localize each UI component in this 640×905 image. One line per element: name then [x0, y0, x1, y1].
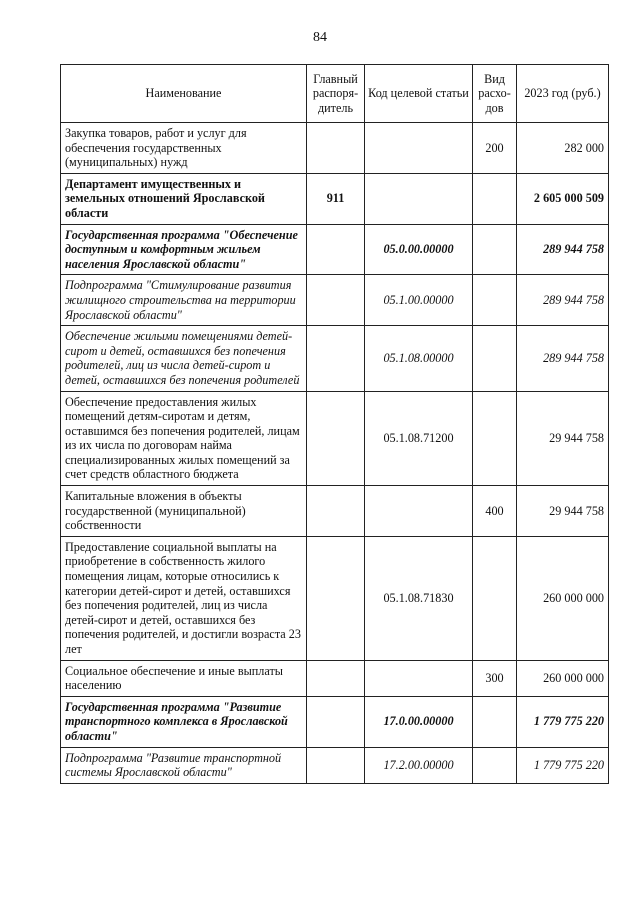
cell-sum: 1 779 775 220: [517, 747, 609, 783]
cell-name: Обеспечение жилыми помещениями детей-сирот и детей, оставшихся без попечения родителей, лиц из числа детей-сирот и детей, оставшихся без попечения родителей: [61, 326, 307, 391]
cell-code: [365, 660, 473, 696]
cell-vr: [473, 696, 517, 747]
cell-grbs: [307, 696, 365, 747]
budget-table: [60, 64, 609, 784]
cell-name: Предоставление социальной выплаты на приобретение в собственность жилого помещения лицам, которые относились к категории детей-сирот и детей, оставшихся без попечения родителей, лиц из числа детей-сирот и детей, оставшихся без попечения родителей, и достигли возраста 23 лет: [61, 536, 307, 660]
cell-code: [365, 173, 473, 224]
cell-code: 05.1.08.71830: [365, 536, 473, 660]
cell-name: Государственная программа "Развитие транспортного комплекса в Ярославской области": [61, 696, 307, 747]
page-number: 84: [313, 30, 327, 45]
cell-sum: 282 000: [517, 123, 609, 174]
cell-sum: 289 944 758: [517, 275, 609, 326]
cell-code: 05.0.00.00000: [365, 224, 473, 275]
cell-sum: 29 944 758: [517, 486, 609, 537]
cell-vr: 200: [473, 123, 517, 174]
table-header-row: [61, 65, 609, 123]
table-row: [61, 486, 609, 537]
cell-grbs: [307, 660, 365, 696]
cell-code: [365, 123, 473, 174]
cell-name: Государственная программа "Обеспечение доступным и комфортным жильем населения Ярославской области": [61, 224, 307, 275]
cell-name: Закупка товаров, работ и услуг для обеспечения государственных (муниципальных) нужд: [61, 123, 307, 174]
table-row: [61, 224, 609, 275]
cell-vr: 400: [473, 486, 517, 537]
cell-code: 05.1.00.00000: [365, 275, 473, 326]
cell-name: Подпрограмма "Стимулирование развития жилищного строительства на территории Ярославской области": [61, 275, 307, 326]
cell-name: Обеспечение предоставления жилых помещений детям-сиротам и детям, оставшимся без попечения родителей, лицам из их числа по договорам найма специализированных жилых помещений за счет средств областного бюджета: [61, 391, 307, 486]
cell-grbs: [307, 536, 365, 660]
cell-grbs: [307, 486, 365, 537]
header-grbs: Главный распоря-дитель: [307, 65, 365, 123]
cell-name: Капитальные вложения в объекты государственной (муниципальной) собственности: [61, 486, 307, 537]
cell-grbs: [307, 224, 365, 275]
cell-grbs: [307, 747, 365, 783]
cell-code: 17.2.00.00000: [365, 747, 473, 783]
table-row: [61, 536, 609, 660]
header-name: Наименование: [61, 65, 307, 123]
cell-vr: [473, 326, 517, 391]
cell-code: [365, 486, 473, 537]
table-row: [61, 326, 609, 391]
cell-sum: 260 000 000: [517, 536, 609, 660]
cell-vr: [473, 391, 517, 486]
table-row: [61, 747, 609, 783]
cell-vr: [473, 173, 517, 224]
table-row: [61, 275, 609, 326]
cell-code: 17.0.00.00000: [365, 696, 473, 747]
table-row: [61, 391, 609, 486]
cell-grbs: 911: [307, 173, 365, 224]
cell-vr: [473, 275, 517, 326]
table-row: [61, 123, 609, 174]
header-sum: 2023 год (руб.): [517, 65, 609, 123]
table-row: [61, 173, 609, 224]
cell-grbs: [307, 275, 365, 326]
cell-sum: 289 944 758: [517, 326, 609, 391]
table-row: [61, 696, 609, 747]
header-code: Код целевой статьи: [365, 65, 473, 123]
header-vr: Вид расхо-дов: [473, 65, 517, 123]
cell-code: 05.1.08.71200: [365, 391, 473, 486]
cell-vr: [473, 224, 517, 275]
cell-name: Подпрограмма "Развитие транспортной системы Ярославской области": [61, 747, 307, 783]
cell-name: Социальное обеспечение и иные выплаты населению: [61, 660, 307, 696]
cell-name: Департамент имущественных и земельных отношений Ярославской области: [61, 173, 307, 224]
cell-sum: 2 605 000 509: [517, 173, 609, 224]
cell-sum: 29 944 758: [517, 391, 609, 486]
cell-sum: 260 000 000: [517, 660, 609, 696]
cell-vr: [473, 747, 517, 783]
cell-grbs: [307, 326, 365, 391]
cell-sum: 1 779 775 220: [517, 696, 609, 747]
cell-grbs: [307, 123, 365, 174]
table-row: [61, 660, 609, 696]
cell-vr: 300: [473, 660, 517, 696]
cell-code: 05.1.08.00000: [365, 326, 473, 391]
cell-sum: 289 944 758: [517, 224, 609, 275]
cell-grbs: [307, 391, 365, 486]
cell-vr: [473, 536, 517, 660]
